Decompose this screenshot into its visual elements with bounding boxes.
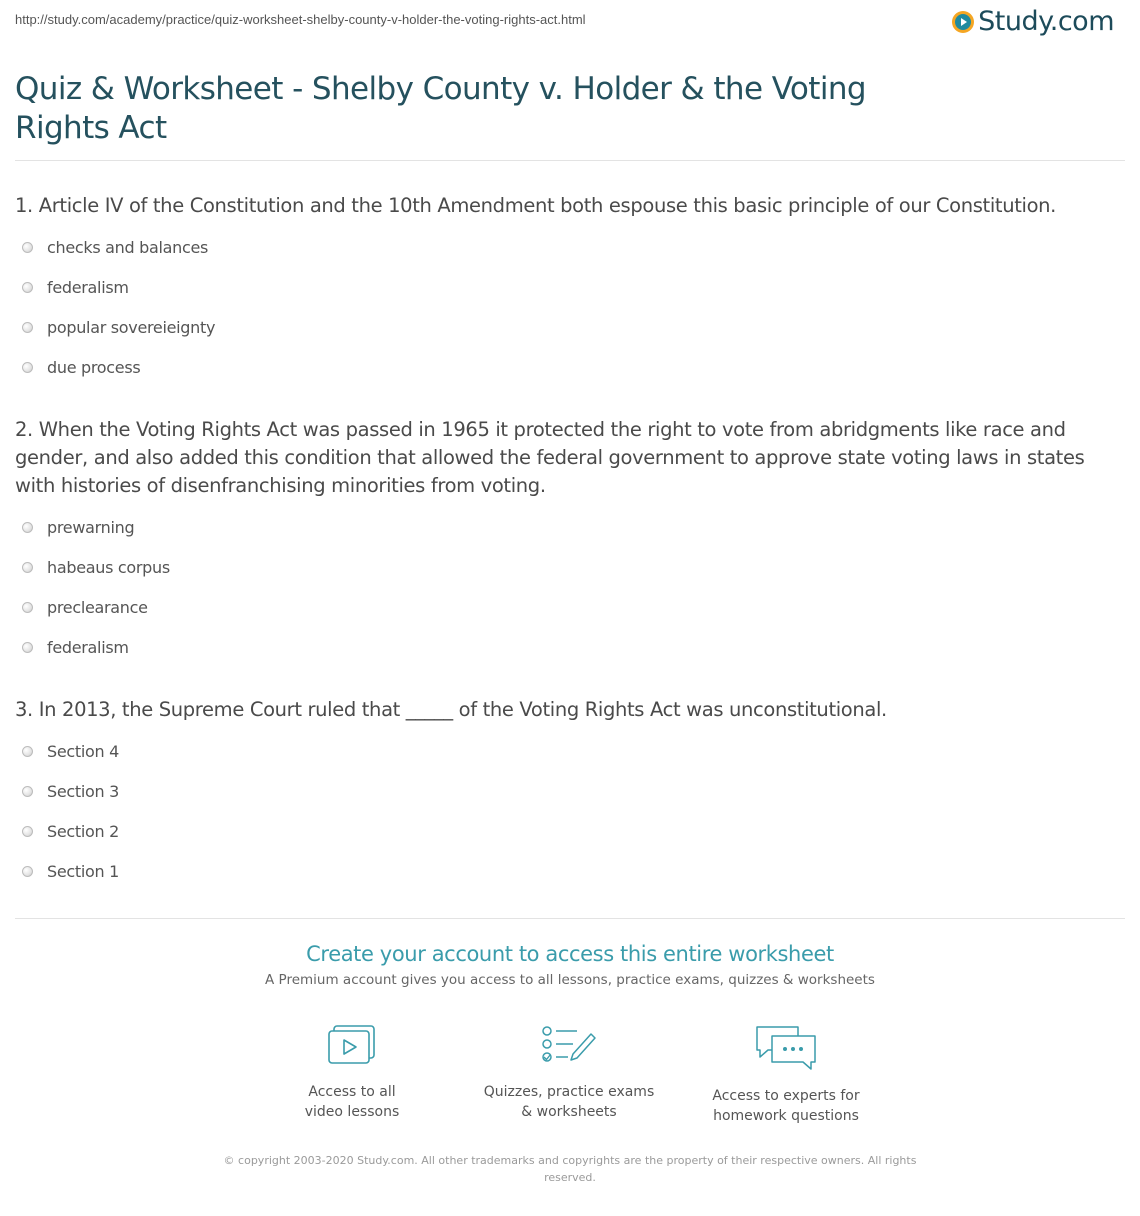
question-2-option-2[interactable] (22, 556, 170, 578)
feature-label: Quizzes, practice exams & worksheets (483, 1084, 655, 1120)
option-label: Section 3 (47, 781, 120, 801)
radio-button-icon[interactable] (22, 786, 33, 797)
title-divider (15, 160, 1125, 161)
feature-video-lessons (252, 1024, 452, 1122)
option-label: federalism (47, 637, 129, 657)
radio-button-icon[interactable] (22, 602, 33, 613)
option-label: prewarning (47, 517, 135, 537)
quiz-checklist-icon (541, 1024, 597, 1070)
question-2-option-4[interactable] (22, 636, 129, 658)
question-2-option-1[interactable] (22, 516, 134, 538)
question-3-option-1[interactable] (22, 740, 119, 762)
question-3-option-2[interactable] (22, 780, 119, 802)
radio-button-icon[interactable] (22, 522, 33, 533)
cta-subtitle: A Premium account gives you access to all lessons, practice exams, quizzes & worksheets (265, 972, 875, 988)
page-title: Quiz & Worksheet - Shelby County v. Holder & the Voting Rights Act (15, 71, 866, 146)
radio-button-icon[interactable] (22, 562, 33, 573)
radio-button-icon[interactable] (22, 362, 33, 373)
copyright-text: © copyright 2003-2020 Study.com. All other trademarks and copyrights are the property of their respective owners. All rights reserved. (223, 1154, 917, 1184)
feature-label: Access to all video lessons (304, 1084, 400, 1120)
question-3-option-4[interactable] (22, 860, 119, 882)
section-divider (15, 918, 1125, 919)
radio-button-icon[interactable] (22, 242, 33, 253)
feature-label: Access to experts for homework questions (712, 1088, 860, 1124)
question-1-option-3[interactable] (22, 316, 215, 338)
video-lesson-icon (326, 1024, 378, 1070)
option-label: Section 4 (47, 741, 120, 761)
option-label: due process (47, 357, 141, 377)
radio-button-icon[interactable] (22, 642, 33, 653)
option-label: federalism (47, 277, 129, 297)
question-3-option-3[interactable] (22, 820, 119, 842)
option-label: habeaus corpus (47, 557, 170, 577)
question-3: 3. In 2013, the Supreme Court ruled that _____ of the Voting Rights Act was unconstitutional. (15, 698, 887, 721)
question-1-option-2[interactable] (22, 276, 129, 298)
radio-button-icon[interactable] (22, 282, 33, 293)
cta-title[interactable]: Create your account to access this entire worksheet (306, 942, 834, 966)
chat-bubbles-icon (754, 1024, 818, 1074)
option-label: Section 1 (47, 861, 120, 881)
radio-button-icon[interactable] (22, 826, 33, 837)
brand-name: Study.com (978, 6, 1114, 37)
option-label: preclearance (47, 597, 148, 617)
option-label: Section 2 (47, 821, 120, 841)
page-url: http://study.com/academy/practice/quiz-worksheet-shelby-county-v-holder-the-voting-rights-act.html (15, 12, 586, 27)
radio-button-icon[interactable] (22, 866, 33, 877)
option-label: checks and balances (47, 237, 209, 257)
study-logo[interactable] (952, 6, 1114, 37)
option-label: popular sovereieignty (47, 317, 216, 337)
feature-quizzes (469, 1024, 669, 1122)
question-1: 1. Article IV of the Constitution and the 10th Amendment both espouse this basic principle of our Constitution. (15, 194, 1057, 217)
question-2: 2. When the Voting Rights Act was passed in 1965 it protected the right to vote from abridgments like race and gender, and also added this condition that allowed the federal government to approve state voting laws in states with histories of disenfranchising minorities from voting. (15, 418, 1085, 497)
play-logo-icon (952, 11, 974, 33)
radio-button-icon[interactable] (22, 746, 33, 757)
feature-experts (686, 1024, 886, 1126)
question-1-option-4[interactable] (22, 356, 140, 378)
radio-button-icon[interactable] (22, 322, 33, 333)
question-2-option-3[interactable] (22, 596, 148, 618)
question-1-option-1[interactable] (22, 236, 208, 258)
